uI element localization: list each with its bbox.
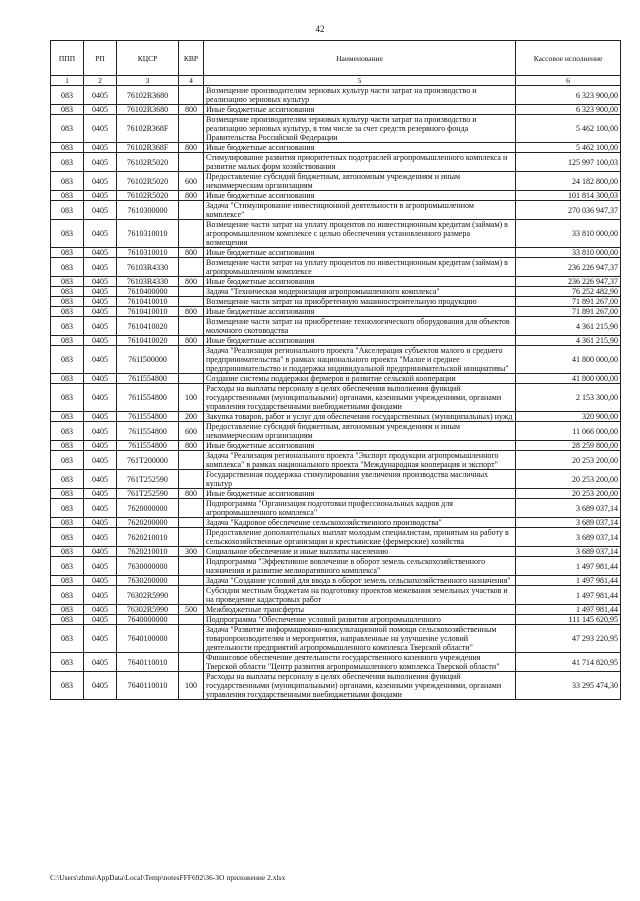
cell-ppp: 083 <box>51 422 84 441</box>
table-row <box>51 615 621 625</box>
cell-name: Иные бюджетные ассигнования <box>204 143 516 153</box>
cell-name: Государственная поддержка стимулирования увеличения производства масличных культур <box>204 470 516 489</box>
cell-rp: 0405 <box>84 412 117 422</box>
footer-file-path: C:\Users\zhms\AppData\Local\Temp\notesFFF692\36-ЗО приложение 2.xlsx <box>50 873 286 882</box>
cell-amount: 3 689 037,14 <box>516 499 621 518</box>
table-row <box>51 336 621 346</box>
cell-ppp: 083 <box>51 336 84 346</box>
cell-kvr <box>179 287 204 297</box>
cell-kvr <box>179 653 204 672</box>
cell-amount: 41 800 000,00 <box>516 346 621 374</box>
cell-name: Подпрограмма "Эффективное вовлечение в оборот земель сельскохозяйственного назначения и развитие мелиоративного комплекса" <box>204 557 516 576</box>
cell-kcsr: 7630200000 <box>117 576 179 586</box>
cell-amount: 41 714 820,95 <box>516 653 621 672</box>
cell-amount: 6 323 900,00 <box>516 105 621 115</box>
table-row <box>51 489 621 499</box>
cell-amount: 320 900,00 <box>516 412 621 422</box>
cell-rp: 0405 <box>84 297 117 307</box>
cell-rp: 0405 <box>84 518 117 528</box>
cell-kvr <box>179 625 204 653</box>
cell-kcsr: 7620210010 <box>117 528 179 547</box>
cell-amount: 76 252 482,90 <box>516 287 621 297</box>
cell-kvr <box>179 374 204 384</box>
cell-kvr: 200 <box>179 412 204 422</box>
cell-name: Предоставление субсидий бюджетным, автономным учреждениям и иным некоммерческим организациям <box>204 422 516 441</box>
cell-amount: 1 497 981,44 <box>516 557 621 576</box>
cell-name: Подпрограмма "Организация подготовки профессиональных кадров для агропромышленного комплекса" <box>204 499 516 518</box>
cell-kcsr: 7640110010 <box>117 672 179 700</box>
cell-rp: 0405 <box>84 441 117 451</box>
cell-kvr <box>179 86 204 105</box>
header-kcsr: КЦСР <box>117 41 179 76</box>
cell-kvr <box>179 258 204 277</box>
cell-kvr <box>179 297 204 307</box>
cell-rp: 0405 <box>84 201 117 220</box>
table-row <box>51 105 621 115</box>
cell-kcsr: 7620210010 <box>117 547 179 557</box>
cell-ppp: 083 <box>51 258 84 277</box>
cell-rp: 0405 <box>84 528 117 547</box>
cell-amount: 4 361 215,90 <box>516 317 621 336</box>
cell-name: Социальное обеспечение и иные выплаты населению <box>204 547 516 557</box>
cell-amount: 20 253 200,00 <box>516 451 621 470</box>
cell-rp: 0405 <box>84 422 117 441</box>
cell-kvr <box>179 499 204 518</box>
cell-amount: 20 253 200,00 <box>516 470 621 489</box>
table-row <box>51 297 621 307</box>
table-row <box>51 625 621 653</box>
table-body <box>51 86 621 700</box>
table-row <box>51 172 621 191</box>
cell-rp: 0405 <box>84 287 117 297</box>
cell-amount: 5 462 100,00 <box>516 115 621 143</box>
cell-ppp: 083 <box>51 653 84 672</box>
cell-name: Межбюджетные трансферты <box>204 605 516 615</box>
cell-kcsr: 7610410020 <box>117 317 179 336</box>
cell-name: Задача "Стимулирование инвестиционной деятельности в агропромышленном комплексе" <box>204 201 516 220</box>
cell-amount: 236 226 947,37 <box>516 258 621 277</box>
cell-rp: 0405 <box>84 336 117 346</box>
cell-kvr <box>179 451 204 470</box>
cell-amount: 3 689 037,14 <box>516 547 621 557</box>
cell-kvr <box>179 586 204 605</box>
column-index: 6 <box>516 76 621 86</box>
cell-rp: 0405 <box>84 346 117 374</box>
cell-kvr: 300 <box>179 547 204 557</box>
column-index: 2 <box>84 76 117 86</box>
header-row <box>51 41 621 76</box>
cell-ppp: 083 <box>51 191 84 201</box>
cell-name: Подпрограмма "Обеспечение условий развития агропромышленного <box>204 615 516 625</box>
cell-kvr <box>179 153 204 172</box>
cell-kvr <box>179 615 204 625</box>
table-row <box>51 317 621 336</box>
cell-ppp: 083 <box>51 287 84 297</box>
cell-rp: 0405 <box>84 489 117 499</box>
cell-kcsr: 761I554800 <box>117 441 179 451</box>
cell-rp: 0405 <box>84 105 117 115</box>
table-row <box>51 307 621 317</box>
cell-name: Возмещение части затрат на приобретенную машиностроительную продукцию <box>204 297 516 307</box>
cell-name: Возмещение производителям зерновых культур части затрат на производство и реализацию зерновых культур, в том числе за счет средств резервного фонда Правительства Российской Федерации <box>204 115 516 143</box>
cell-ppp: 083 <box>51 86 84 105</box>
cell-name: Задача "Реализация регионального проекта "Экспорт продукции агропромышленного комплекса" в рамках национального проекта "Международная кооперация и экспорт" <box>204 451 516 470</box>
table-row <box>51 653 621 672</box>
cell-kcsr: 76102R3680 <box>117 105 179 115</box>
cell-kvr <box>179 470 204 489</box>
table-row <box>51 547 621 557</box>
cell-kvr: 800 <box>179 307 204 317</box>
cell-kcsr: 76102R5020 <box>117 191 179 201</box>
cell-kvr: 800 <box>179 441 204 451</box>
cell-name: Предоставление дополнительных выплат молодым специалистам, принятым на работу в сельскохозяйственные организации и крестьянские (фермерские) хозяйства <box>204 528 516 547</box>
table-row <box>51 557 621 576</box>
cell-kcsr: 761I554800 <box>117 422 179 441</box>
cell-kcsr: 7610310010 <box>117 248 179 258</box>
cell-ppp: 083 <box>51 105 84 115</box>
cell-kcsr: 761I554800 <box>117 374 179 384</box>
cell-name: Возмещение части затрат на уплату процентов по инвестиционным кредитам (займам) в агропромышленном комплексе с целью обеспечения установленного размера возмещения <box>204 220 516 248</box>
cell-ppp: 083 <box>51 201 84 220</box>
cell-kvr: 800 <box>179 336 204 346</box>
cell-ppp: 083 <box>51 374 84 384</box>
cell-kvr <box>179 201 204 220</box>
cell-amount: 1 497 981,44 <box>516 605 621 615</box>
cell-ppp: 083 <box>51 547 84 557</box>
cell-rp: 0405 <box>84 384 117 412</box>
cell-rp: 0405 <box>84 143 117 153</box>
cell-ppp: 083 <box>51 307 84 317</box>
header-kvr: КВР <box>179 41 204 76</box>
cell-rp: 0405 <box>84 615 117 625</box>
cell-rp: 0405 <box>84 451 117 470</box>
cell-name: Возмещение производителям зерновых культур части затрат на производство и реализацию зерновых культур <box>204 86 516 105</box>
table-row <box>51 422 621 441</box>
cell-amount: 1 497 981,44 <box>516 586 621 605</box>
cell-name: Возмещение части затрат на уплату процентов по инвестиционным кредитам (займам) в агропромышленном комплексе <box>204 258 516 277</box>
cell-amount: 1 497 981,44 <box>516 576 621 586</box>
cell-ppp: 083 <box>51 441 84 451</box>
cell-rp: 0405 <box>84 153 117 172</box>
cell-kvr <box>179 115 204 143</box>
header-ppp: ППП <box>51 41 84 76</box>
cell-ppp: 083 <box>51 489 84 499</box>
cell-amount: 270 036 947,37 <box>516 201 621 220</box>
cell-amount: 41 800 000,00 <box>516 374 621 384</box>
table-row <box>51 220 621 248</box>
cell-kvr: 600 <box>179 172 204 191</box>
table-row <box>51 412 621 422</box>
cell-amount: 111 145 620,95 <box>516 615 621 625</box>
cell-name: Иные бюджетные ассигнования <box>204 307 516 317</box>
cell-amount: 20 253 200,00 <box>516 489 621 499</box>
cell-kcsr: 7610410020 <box>117 336 179 346</box>
table-row <box>51 586 621 605</box>
cell-name: Задача "Кадровое обеспечение сельскохозяйственного производства" <box>204 518 516 528</box>
cell-rp: 0405 <box>84 172 117 191</box>
table-row <box>51 518 621 528</box>
table-row <box>51 143 621 153</box>
cell-kvr <box>179 528 204 547</box>
cell-ppp: 083 <box>51 220 84 248</box>
cell-rp: 0405 <box>84 248 117 258</box>
cell-kcsr: 76103R4330 <box>117 258 179 277</box>
cell-kvr <box>179 557 204 576</box>
column-index: 4 <box>179 76 204 86</box>
header-amount: Кассовое исполнение <box>516 41 621 76</box>
table-row <box>51 191 621 201</box>
cell-kcsr: 76102R3680 <box>117 86 179 105</box>
cell-rp: 0405 <box>84 220 117 248</box>
table-row <box>51 153 621 172</box>
cell-rp: 0405 <box>84 586 117 605</box>
cell-kcsr: 761T200000 <box>117 451 179 470</box>
cell-rp: 0405 <box>84 576 117 586</box>
cell-ppp: 083 <box>51 672 84 700</box>
cell-ppp: 083 <box>51 346 84 374</box>
table-row <box>51 384 621 412</box>
cell-name: Иные бюджетные ассигнования <box>204 441 516 451</box>
cell-ppp: 083 <box>51 143 84 153</box>
cell-rp: 0405 <box>84 258 117 277</box>
cell-kcsr: 761T252590 <box>117 489 179 499</box>
table-row <box>51 576 621 586</box>
cell-rp: 0405 <box>84 470 117 489</box>
cell-kcsr: 7640110010 <box>117 653 179 672</box>
table-row <box>51 258 621 277</box>
table-row <box>51 115 621 143</box>
budget-table <box>50 40 621 700</box>
table-row <box>51 528 621 547</box>
cell-kcsr: 76102R5020 <box>117 172 179 191</box>
table-row <box>51 346 621 374</box>
cell-kvr: 800 <box>179 489 204 499</box>
cell-kcsr: 761I554800 <box>117 412 179 422</box>
cell-kcsr: 76102R5020 <box>117 153 179 172</box>
table-row <box>51 248 621 258</box>
cell-name: Задача "Техническая модернизация агропромышленного комплекса" <box>204 287 516 297</box>
cell-ppp: 083 <box>51 528 84 547</box>
cell-kvr: 100 <box>179 672 204 700</box>
cell-ppp: 083 <box>51 499 84 518</box>
cell-kvr: 800 <box>179 105 204 115</box>
cell-rp: 0405 <box>84 625 117 653</box>
cell-kcsr: 7610410010 <box>117 307 179 317</box>
table-row <box>51 201 621 220</box>
cell-kcsr: 7620200000 <box>117 518 179 528</box>
cell-ppp: 083 <box>51 557 84 576</box>
cell-kcsr: 7610400000 <box>117 287 179 297</box>
cell-name: Финансовое обеспечение деятельности государственного казенного учреждения Тверской области "Центр развития агропромышленного комплекса Тверской области" <box>204 653 516 672</box>
cell-kcsr: 7640100000 <box>117 625 179 653</box>
cell-kcsr: 7630000000 <box>117 557 179 576</box>
cell-amount: 71 891 267,00 <box>516 307 621 317</box>
cell-name: Субсидии местным бюджетам на подготовку проектов межевания земельных участков и на проведение кадастровых работ <box>204 586 516 605</box>
cell-amount: 47 293 220,95 <box>516 625 621 653</box>
cell-name: Расходы на выплаты персоналу в целях обеспечения выполнения функций государственными (муниципальными) органами, казенными учреждениями, органами управления государственными внебюджетными фондами <box>204 384 516 412</box>
column-index: 1 <box>51 76 84 86</box>
cell-kcsr: 7620000000 <box>117 499 179 518</box>
cell-ppp: 083 <box>51 625 84 653</box>
cell-ppp: 083 <box>51 384 84 412</box>
table-row <box>51 277 621 287</box>
cell-amount: 33 810 000,00 <box>516 220 621 248</box>
cell-amount: 101 814 300,03 <box>516 191 621 201</box>
table-row <box>51 86 621 105</box>
cell-name: Стимулирование развития приоритетных подотраслей агропромышленного комплекса и развитие малых форм хозяйствования <box>204 153 516 172</box>
cell-kvr <box>179 518 204 528</box>
cell-name: Иные бюджетные ассигнования <box>204 191 516 201</box>
cell-ppp: 083 <box>51 115 84 143</box>
cell-rp: 0405 <box>84 115 117 143</box>
cell-amount: 3 689 037,14 <box>516 518 621 528</box>
header-name: Наименование <box>204 41 516 76</box>
cell-kvr: 800 <box>179 248 204 258</box>
table-row <box>51 499 621 518</box>
cell-rp: 0405 <box>84 547 117 557</box>
cell-rp: 0405 <box>84 307 117 317</box>
cell-name: Задача "Создание условий для ввода в оборот земель сельскохозяйственного назначения" <box>204 576 516 586</box>
cell-kvr <box>179 346 204 374</box>
table-row <box>51 451 621 470</box>
cell-rp: 0405 <box>84 277 117 287</box>
cell-amount: 6 323 900,00 <box>516 86 621 105</box>
cell-kcsr: 76103R4330 <box>117 277 179 287</box>
table-row <box>51 672 621 700</box>
cell-kcsr: 7640000000 <box>117 615 179 625</box>
cell-kcsr: 7610300000 <box>117 201 179 220</box>
cell-ppp: 083 <box>51 248 84 258</box>
cell-name: Иные бюджетные ассигнования <box>204 336 516 346</box>
cell-amount: 236 226 947,37 <box>516 277 621 287</box>
cell-kcsr: 76302R5990 <box>117 586 179 605</box>
cell-amount: 5 462 100,00 <box>516 143 621 153</box>
cell-rp: 0405 <box>84 653 117 672</box>
cell-ppp: 083 <box>51 317 84 336</box>
cell-rp: 0405 <box>84 499 117 518</box>
cell-ppp: 083 <box>51 277 84 287</box>
cell-kvr <box>179 317 204 336</box>
cell-amount: 11 066 000,00 <box>516 422 621 441</box>
cell-kcsr: 76102R368F <box>117 143 179 153</box>
cell-amount: 33 295 474,30 <box>516 672 621 700</box>
cell-kvr: 800 <box>179 143 204 153</box>
cell-rp: 0405 <box>84 374 117 384</box>
cell-kvr: 500 <box>179 605 204 615</box>
cell-kcsr: 76302R5990 <box>117 605 179 615</box>
cell-name: Иные бюджетные ассигнования <box>204 105 516 115</box>
cell-amount: 2 153 300,00 <box>516 384 621 412</box>
header-rp: РП <box>84 41 117 76</box>
column-index: 5 <box>204 76 516 86</box>
cell-ppp: 083 <box>51 172 84 191</box>
cell-amount: 28 259 800,00 <box>516 441 621 451</box>
page-number: 42 <box>315 24 325 34</box>
column-index: 3 <box>117 76 179 86</box>
cell-name: Иные бюджетные ассигнования <box>204 489 516 499</box>
cell-kcsr: 761T252590 <box>117 470 179 489</box>
cell-name: Возмещение части затрат на приобретение технологического оборудования для объектов молочного скотоводства <box>204 317 516 336</box>
table-row <box>51 605 621 615</box>
table-row <box>51 470 621 489</box>
cell-name: Закупка товаров, работ и услуг для обеспечения государственных (муниципальных) нужд <box>204 412 516 422</box>
cell-ppp: 083 <box>51 605 84 615</box>
cell-rp: 0405 <box>84 317 117 336</box>
cell-rp: 0405 <box>84 86 117 105</box>
cell-ppp: 083 <box>51 576 84 586</box>
cell-kcsr: 761I554800 <box>117 384 179 412</box>
cell-kcsr: 76102R368F <box>117 115 179 143</box>
cell-name: Задача "Развитие информационно-консультационной помощи сельскохозяйственным товаропроизводителям и мероприятия, направленные на улучшение условий деятельности предприятий агропромышленного комплекса Тверской области" <box>204 625 516 653</box>
cell-ppp: 083 <box>51 470 84 489</box>
cell-amount: 71 891 267,00 <box>516 297 621 307</box>
cell-name: Иные бюджетные ассигнования <box>204 277 516 287</box>
cell-ppp: 083 <box>51 518 84 528</box>
table-row <box>51 287 621 297</box>
column-index-row <box>51 76 621 86</box>
cell-name: Иные бюджетные ассигнования <box>204 248 516 258</box>
cell-kvr: 100 <box>179 384 204 412</box>
cell-rp: 0405 <box>84 557 117 576</box>
cell-kvr: 800 <box>179 277 204 287</box>
cell-rp: 0405 <box>84 672 117 700</box>
cell-ppp: 083 <box>51 153 84 172</box>
cell-kcsr: 7610410010 <box>117 297 179 307</box>
cell-ppp: 083 <box>51 451 84 470</box>
cell-name: Создание системы поддержки фермеров и развитие сельской кооперации <box>204 374 516 384</box>
cell-rp: 0405 <box>84 191 117 201</box>
cell-amount: 33 810 000,00 <box>516 248 621 258</box>
cell-kvr: 800 <box>179 191 204 201</box>
cell-ppp: 083 <box>51 615 84 625</box>
cell-rp: 0405 <box>84 605 117 615</box>
cell-name: Задача "Реализация регионального проекта "Акселерация субъектов малого и среднего предпринимательства" в рамках национального проекта "Малое и среднее предпринимательство и поддержка индивидуальной предпринимательской инициативы" <box>204 346 516 374</box>
cell-amount: 3 689 037,14 <box>516 528 621 547</box>
cell-amount: 4 361 215,90 <box>516 336 621 346</box>
cell-name: Предоставление субсидий бюджетным, автономным учреждениям и иным некоммерческим организациям <box>204 172 516 191</box>
cell-amount: 125 997 100,03 <box>516 153 621 172</box>
cell-kcsr: 761I500000 <box>117 346 179 374</box>
cell-ppp: 083 <box>51 586 84 605</box>
cell-name: Расходы на выплаты персоналу в целях обеспечения выполнения функций государственными (муниципальными) органами, казенными учреждениями, органами управления государственными внебюджетными фондами <box>204 672 516 700</box>
table-row <box>51 441 621 451</box>
cell-kvr <box>179 576 204 586</box>
cell-ppp: 083 <box>51 297 84 307</box>
cell-kvr: 600 <box>179 422 204 441</box>
cell-kcsr: 7610310010 <box>117 220 179 248</box>
cell-kvr <box>179 220 204 248</box>
cell-ppp: 083 <box>51 412 84 422</box>
cell-amount: 24 182 800,00 <box>516 172 621 191</box>
table-row <box>51 374 621 384</box>
